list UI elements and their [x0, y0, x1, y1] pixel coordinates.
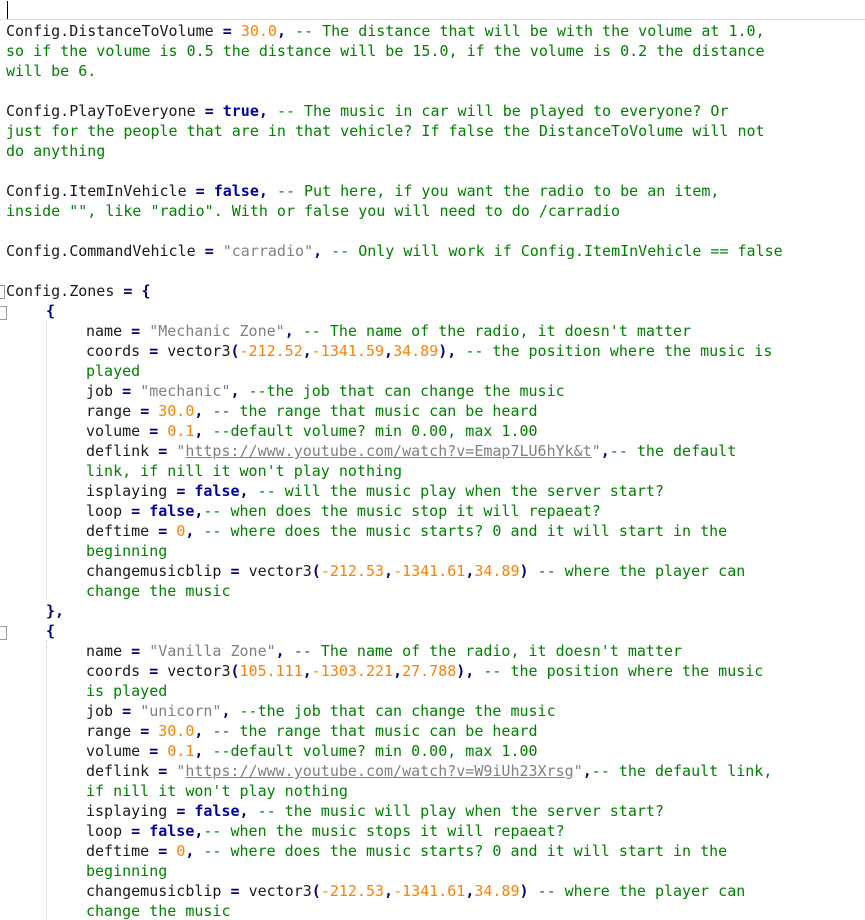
operator: (: [230, 342, 240, 360]
operator: =: [222, 22, 232, 40]
zone-coords-line: [86, 341, 772, 361]
comment-line: beginning: [86, 862, 168, 880]
comment: -- the default link,: [591, 762, 773, 780]
config-key: Config.DistanceToVolume: [6, 22, 214, 40]
operator: ,: [194, 402, 204, 420]
string-literal: "carradio": [222, 242, 314, 260]
string-literal: "Vanilla Zone": [149, 642, 276, 660]
field-key: loop: [86, 502, 123, 520]
zone-range-line: [86, 401, 538, 421]
number-literal: 0.1: [167, 742, 195, 760]
number-literal: -1341.61: [393, 562, 466, 580]
code-line-distance: [6, 21, 765, 41]
comment-line: do anything: [6, 142, 106, 160]
comment: -- where the player can: [537, 882, 746, 900]
number-literal: 34.89: [393, 342, 439, 360]
zone-volume-line: [86, 741, 538, 761]
comment-line: played: [86, 362, 141, 380]
number-literal: -212.52: [239, 342, 303, 360]
comment: -- The name of the radio, it doesn't matter: [293, 642, 683, 660]
operator: =: [158, 442, 168, 460]
comment: -- when the music stops it will repaeat?: [203, 822, 565, 840]
comment-line: change the music: [86, 582, 231, 600]
operator: {: [46, 302, 56, 320]
open-brace: [46, 621, 55, 641]
indent-guide: [46, 320, 47, 599]
field-key: deflink: [86, 442, 150, 460]
config-key: Config.Zones: [6, 282, 115, 300]
code-line-command-vehicle: [6, 241, 783, 261]
field-key: coords: [86, 342, 141, 360]
field-key: isplaying: [86, 802, 168, 820]
number-literal: 0: [176, 522, 186, 540]
comment: -- the music will play when the server start?: [257, 802, 664, 820]
string-literal: "mechanic": [140, 382, 231, 400]
operator: =: [131, 322, 141, 340]
operator: =: [204, 102, 214, 120]
comment: -- where the player can: [537, 562, 746, 580]
operator: ,: [600, 442, 610, 460]
operator: =: [230, 562, 240, 580]
operator: ,: [194, 742, 204, 760]
operator: ,: [384, 342, 394, 360]
boolean-literal: false: [149, 822, 195, 840]
comment: -- the default: [609, 442, 737, 460]
operator: ,: [185, 842, 195, 860]
zone-deflink-line: [86, 761, 772, 781]
operator: ,: [393, 662, 403, 680]
operator: =: [149, 422, 159, 440]
function-name: vector3: [248, 882, 312, 900]
operator: =: [140, 402, 150, 420]
function-name: vector3: [248, 562, 312, 580]
close-brace: [46, 601, 64, 621]
string-literal: "https://www.youtube.com/watch?v=Emap7LU6hYk&t": [176, 442, 601, 460]
field-key: isplaying: [86, 482, 168, 500]
operator: },: [46, 602, 65, 620]
operator: ): [519, 562, 529, 580]
string-literal: "unicorn": [140, 702, 222, 720]
operator: =: [122, 382, 132, 400]
fold-marker[interactable]: [0, 306, 7, 320]
operator: ,: [194, 422, 204, 440]
field-key: changemusicblip: [86, 562, 222, 580]
zone-name-line: [86, 321, 691, 341]
operator: ,: [276, 22, 286, 40]
operator: =: [122, 702, 132, 720]
zone-isplaying-line: [86, 801, 664, 821]
number-literal: 0.1: [167, 422, 195, 440]
operator: ,: [194, 822, 204, 840]
number-literal: 30.0: [158, 722, 195, 740]
zone-blip-line: [86, 881, 745, 901]
operator: =: [176, 802, 186, 820]
number-literal: 34.89: [474, 882, 520, 900]
zone-job-line: [86, 701, 556, 721]
comment-line: beginning: [86, 542, 168, 560]
comment: --the job that can change the music: [239, 702, 556, 720]
operator: (: [311, 562, 321, 580]
number-literal: -212.53: [320, 562, 385, 580]
operator: ,: [384, 562, 394, 580]
zone-name-line: [86, 641, 682, 661]
operator: ,: [239, 482, 249, 500]
operator: =: [140, 722, 150, 740]
fold-marker[interactable]: [0, 285, 5, 299]
operator: =: [195, 182, 205, 200]
number-literal: 105.111: [239, 662, 303, 680]
operator: ,: [582, 762, 592, 780]
field-key: job: [86, 702, 114, 720]
field-key: deflink: [86, 762, 150, 780]
text-cursor: [7, 1, 8, 19]
operator: ,: [465, 562, 475, 580]
zone-coords-line: [86, 661, 763, 681]
comment: -- The music in car will be played to everyone? Or: [276, 102, 729, 120]
zone-loop-line: [86, 501, 601, 521]
operator: ,: [185, 522, 195, 540]
operator: ): [519, 882, 529, 900]
number-literal: -212.53: [320, 882, 385, 900]
zone-blip-line: [86, 561, 745, 581]
zone-loop-line: [86, 821, 565, 841]
deflink-url[interactable]: https://www.youtube.com/watch?v=Emap7LU6hYk&t: [185, 442, 592, 460]
comment-line: if nill it won't play nothing: [86, 782, 348, 800]
operator: ,: [194, 502, 204, 520]
comment: --default volume? min 0.00, max 1.00: [212, 422, 538, 440]
comment: -- the range that music can be heard: [212, 722, 538, 740]
comment-line: so if the volume is 0.5 the distance will be 15.0, if the volume is 0.2 the distance: [6, 42, 765, 60]
operator: ,: [465, 882, 475, 900]
number-literal: 0: [176, 842, 186, 860]
number-literal: 30.0: [240, 22, 277, 40]
zone-job-line: [86, 381, 565, 401]
field-key: job: [86, 382, 114, 400]
operator: ,: [258, 102, 268, 120]
operator: =: [230, 882, 240, 900]
comment-line: link, if nill it won't play nothing: [86, 462, 403, 480]
field-key: deftime: [86, 522, 150, 540]
operator: (: [230, 662, 240, 680]
field-key: changemusicblip: [86, 882, 222, 900]
function-name: vector3: [167, 342, 231, 360]
number-literal: -1303.221: [311, 662, 394, 680]
comment: -- where does the music starts? 0 and it will start in the: [203, 522, 728, 540]
operator: =: [158, 842, 168, 860]
zone-range-line: [86, 721, 538, 741]
field-key: name: [86, 322, 123, 340]
field-key: loop: [86, 822, 123, 840]
comment: -- the position where the music: [483, 662, 764, 680]
zone-volume-line: [86, 421, 538, 441]
comment: -- The distance that will be with the volume at 1.0,: [295, 22, 765, 40]
string-literal: "https://www.youtube.com/watch?v=W9iUh23Xrsg": [176, 762, 583, 780]
field-key: deftime: [86, 842, 150, 860]
string-literal: "Mechanic Zone": [149, 322, 285, 340]
deflink-url[interactable]: https://www.youtube.com/watch?v=W9iUh23Xrsg: [185, 762, 574, 780]
operator: ,: [258, 182, 268, 200]
zone-isplaying-line: [86, 481, 664, 501]
boolean-literal: false: [194, 482, 240, 500]
fold-marker[interactable]: [0, 626, 7, 640]
boolean-literal: false: [194, 802, 240, 820]
field-key: range: [86, 722, 132, 740]
comment-line: inside "", like "radio". With or false you will need to do /carradio: [6, 202, 621, 220]
operator: =: [176, 482, 186, 500]
comment-line: just for the people that are in that vehicle? If false the DistanceToVolume will not: [6, 122, 765, 140]
operator: =: [149, 342, 159, 360]
comment: --the job that can change the music: [248, 382, 565, 400]
number-literal: 30.0: [158, 402, 195, 420]
zone-deflink-line: [86, 441, 736, 461]
operator: ,: [239, 802, 249, 820]
operator: ),: [456, 662, 475, 680]
zone-deftime-line: [86, 841, 727, 861]
number-literal: -1341.61: [393, 882, 466, 900]
config-key: Config.ItemInVehicle: [6, 182, 187, 200]
boolean-literal: false: [213, 182, 259, 200]
comment: --default volume? min 0.00, max 1.00: [212, 742, 538, 760]
comment: -- where does the music starts? 0 and it will start in the: [203, 842, 728, 860]
comment-line: is played: [86, 682, 168, 700]
field-key: volume: [86, 742, 141, 760]
indent-guide: [46, 640, 47, 920]
operator: =: [204, 242, 214, 260]
operator: ,: [313, 242, 323, 260]
number-literal: -1341.59: [311, 342, 385, 360]
operator: ,: [302, 342, 312, 360]
code-line-item-vehicle: [6, 181, 719, 201]
editor-top-border: [0, 0, 865, 20]
config-key: Config.PlayToEveryone: [6, 102, 196, 120]
operator: =: [149, 742, 159, 760]
operator: ,: [194, 722, 204, 740]
field-key: coords: [86, 662, 141, 680]
operator: ,: [221, 702, 231, 720]
comment: -- the position where the music is: [465, 342, 773, 360]
field-key: name: [86, 642, 123, 660]
field-key: range: [86, 402, 132, 420]
operator: ,: [230, 382, 240, 400]
comment: -- the range that music can be heard: [212, 402, 538, 420]
boolean-literal: true: [222, 102, 259, 120]
operator: ,: [275, 642, 285, 660]
operator: =: [158, 522, 168, 540]
operator: ,: [384, 882, 394, 900]
boolean-literal: false: [149, 502, 195, 520]
code-line-play-everyone: [6, 101, 728, 121]
comment-line: will be 6.: [6, 62, 97, 80]
operator: =: [131, 502, 141, 520]
config-key: Config.CommandVehicle: [6, 242, 196, 260]
operator: ),: [438, 342, 457, 360]
comment: -- when does the music stop it will repaeat?: [203, 502, 601, 520]
comment: -- will the music play when the server start?: [257, 482, 664, 500]
operator: =: [158, 762, 168, 780]
number-literal: 27.788: [402, 662, 457, 680]
operator: = {: [123, 282, 151, 300]
comment: -- Put here, if you want the radio to be an item,: [276, 182, 720, 200]
zone-deftime-line: [86, 521, 727, 541]
number-literal: 34.89: [474, 562, 520, 580]
operator: =: [131, 822, 141, 840]
comment: -- The name of the radio, it doesn't matter: [302, 322, 692, 340]
function-name: vector3: [167, 662, 231, 680]
operator: ,: [284, 322, 294, 340]
open-brace: [46, 301, 55, 321]
operator: =: [131, 642, 141, 660]
operator: (: [311, 882, 321, 900]
operator: =: [149, 662, 159, 680]
comment-line: change the music: [86, 902, 231, 920]
operator: {: [46, 622, 56, 640]
comment: -- Only will work if Config.ItemInVehicle == false: [331, 242, 783, 260]
code-line-zones: [6, 281, 151, 301]
operator: ,: [302, 662, 312, 680]
field-key: volume: [86, 422, 141, 440]
